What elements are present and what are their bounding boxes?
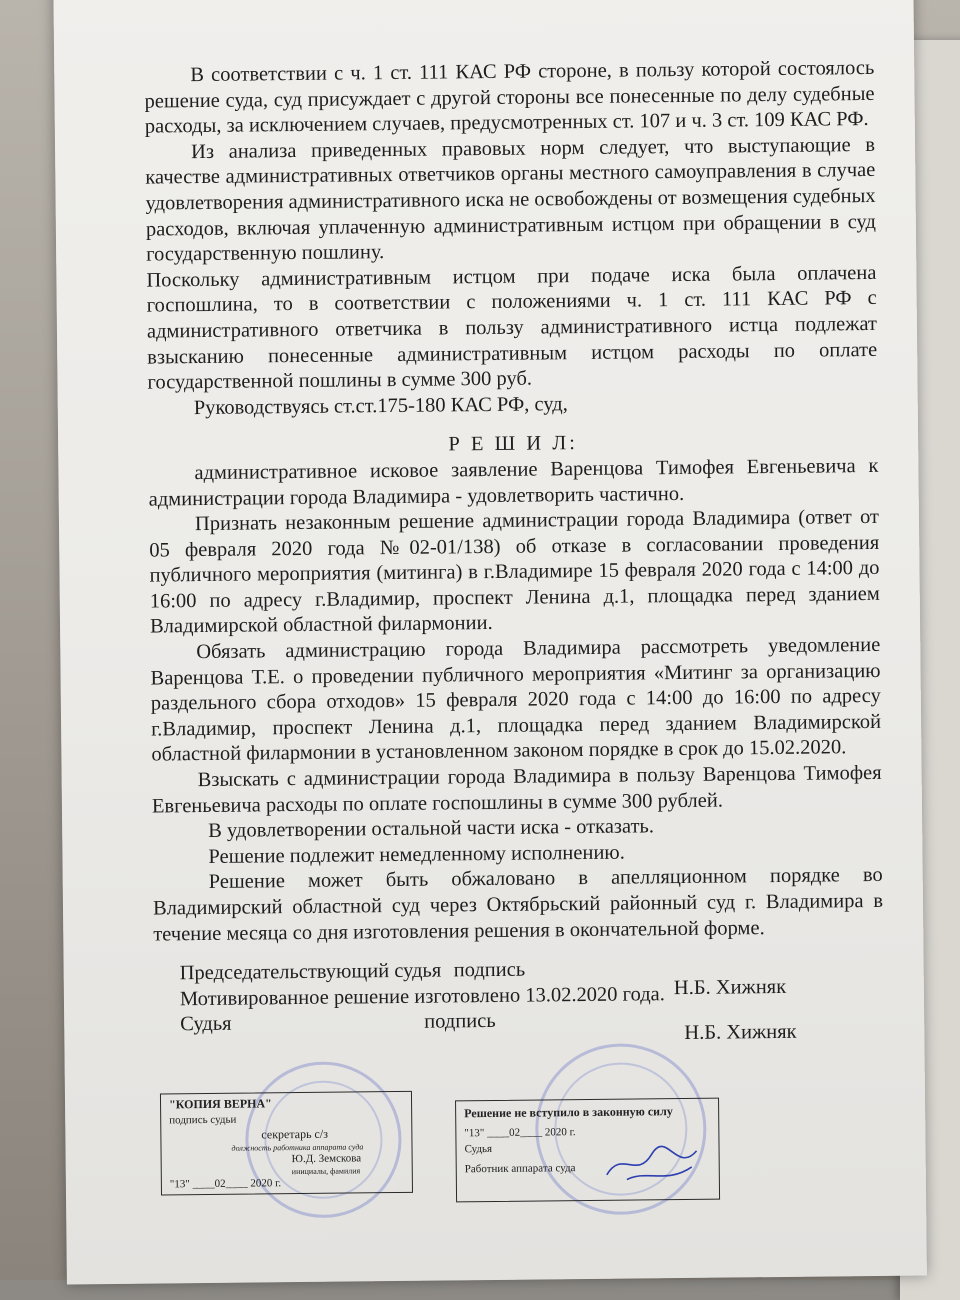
decision-paragraph: Признать незаконным решение администрации города Владимира (ответ от 05 февраля 2020 года №02-01/138) об отказе в согласовании проведения публичного мероприятия (митинга) в г.Владимире 15 февраля 2020 года с 14:00 до 16:00 по адресу г.Владимир, проспект Ленина д.1, площадка перед зданием Владимирской областной филармонии. — [149, 506, 880, 639]
judge-label: Судья — [180, 1013, 232, 1036]
stamp-title: "КОПИЯ ВЕРНА" — [168, 1096, 272, 1112]
decision-paragraph: административное исковое заявление Варенцова Тимофея Евгеньевича к администрации города Владимира - удовлетворить частично. — [148, 454, 879, 511]
stamp-line: инициалы, фамилия — [291, 1166, 361, 1177]
presiding-label: Председательствующий судья — [179, 959, 442, 985]
not-in-force-stamp — [455, 1098, 720, 1203]
decision-paragraph: Решение подлежит немедленному исполнению. — [208, 841, 625, 868]
stamp-line: должность работника аппарата суда — [231, 1142, 364, 1153]
decided-heading: Р Е Ш И Л: — [448, 432, 579, 456]
decision-paragraph: В удовлетворении остальной части иска - отказать. — [208, 815, 655, 843]
motivated-line: Мотивированное решение изготовлено 13.02.2020 года. — [179, 982, 665, 1011]
handwritten-signature — [596, 1139, 707, 1190]
document-page — [53, 0, 927, 1284]
signature-word: подпись — [453, 958, 526, 982]
decision-paragraph: Взыскать с администрации города Владимира в пользу Варенцова Тимофея Евгеньевича расходы по оплате госпошлины в сумме 300 рублей. — [151, 761, 882, 818]
paragraph: Поскольку административным истцом при подаче иска была оплачена госпошлина, то в соответствии с положениями ч. 1 ст. 111 КАС РФ с административного ответчика в пользу административного истца подлежат взысканию понесенные административным истцом расходы по оплате государственной пошлины в сумме 300 руб. — [146, 261, 878, 394]
stamp-line: подпись судьи — [169, 1113, 237, 1127]
stamp-line: секретарь с/з — [261, 1126, 328, 1142]
judge-name: Н.Б. Хижняк — [673, 975, 787, 999]
document-body — [144, 56, 884, 1045]
decision-paragraph: Обязать администрацию города Владимира рассмотреть уведомление Варенцова Т.Е. о проведении публичного мероприятия «Митинг за организацию раздельного сбора отходов» 15 февраля 2020 года с 14:00 до 16:00 по адресу г.Владимир, проспект Ленина д.1, площадка перед зданием Владимирской областной филармонии в установленном законом порядке в срок до 15.02.2020. — [150, 633, 882, 766]
stamp-worker: Работник аппарата суда — [464, 1162, 576, 1176]
paragraph: Руководствуясь ст.ст.175-180 КАС РФ, суд, — [193, 392, 568, 419]
stamp-date: "13" ____02____ 2020 г. — [464, 1126, 576, 1140]
decision-paragraph: Решение может быть обжаловано в апелляционном порядке во Владимирский областной суд через Октябрьский районный суд г. Владимира в течение месяца со дня изготовления решения в окончательной форме. — [152, 864, 884, 946]
judge-name: Н.Б. Хижняк — [684, 1021, 797, 1045]
stamp-judge: Судья — [464, 1143, 493, 1156]
stamp-title: Решение не вступило в законную силу — [464, 1104, 673, 1121]
signature-word: подпись — [424, 1010, 496, 1034]
stamp-line: Ю.Д. Земскова — [291, 1152, 362, 1166]
copy-certified-stamp — [160, 1091, 413, 1196]
stamp-date: "13" ____02____ 2020 г. — [169, 1177, 282, 1191]
paragraph: В соответствии с ч. 1 ст. 111 КАС РФ стороне, в пользу которой состоялось решение суда, суд присуждает с другой стороны все понесенные по делу судебные расходы, за исключением случаев, предусмотренных ст. 107 и ч. 3 ст. 109 КАС РФ. — [144, 56, 875, 138]
paragraph: Из анализа приведенных правовых норм следует, что выступающие в качестве административных ответчиков органы местного самоуправления в случае удовлетворения административного иска не освобождены от возмещения судебных расходов, включая уплаченную административным истцом при обращении в суд государственную пошлину. — [145, 133, 876, 266]
